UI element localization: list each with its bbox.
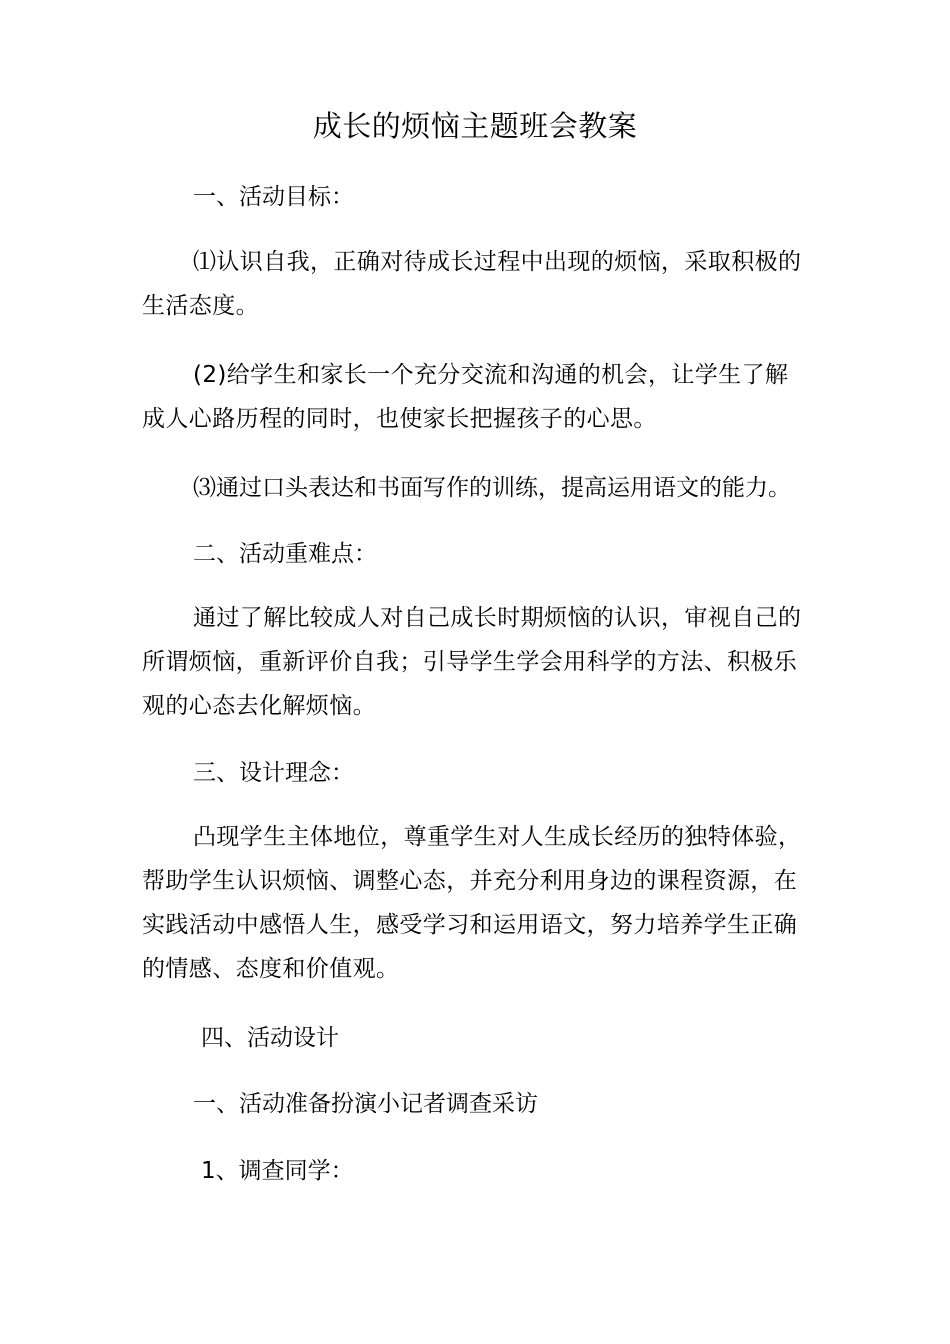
section-heading-key-points: 二、活动重难点： xyxy=(193,541,377,567)
paragraph-goal-3: ⑶通过口头表达和书面写作的训练，提高运用语文的能力。 xyxy=(193,475,791,501)
subheading-activity-prep: 一、活动准备扮演小记者调查采访 xyxy=(193,1091,538,1117)
section-heading-goals: 一、活动目标： xyxy=(193,184,354,210)
paragraph-goal-1: ⑴认识自我，正确对待成长过程中出现的烦恼，采取积极的生活态度。 xyxy=(142,249,802,319)
document-title: 成长的烦恼主题班会教案 xyxy=(312,109,638,143)
section-heading-design-concept: 三、设计理念： xyxy=(193,760,354,786)
paragraph-key-points: 通过了解比较成人对自己成长时期烦恼的认识，审视自己的所谓烦恼，重新评价自我；引导学生学会用科学的方法、积极乐观的心态去化解烦恼。 xyxy=(142,605,802,719)
paragraph-design-concept: 凸现学生主体地位，尊重学生对人生成长经历的独特体验，帮助学生认识烦恼、调整心态，并充分利用身边的课程资源，在实践活动中感悟人生，感受学习和运用语文，努力培养学生正确的情感、态度和价值观。 xyxy=(142,824,802,982)
section-heading-activity-design: 四、活动设计 xyxy=(201,1025,339,1051)
subheading-survey-classmates: 1、调查同学： xyxy=(201,1158,354,1184)
paragraph-goal-2: (2)给学生和家长一个充分交流和沟通的机会，让学生了解成人心路历程的同时，也使家长把握孩子的心思。 xyxy=(142,362,789,432)
